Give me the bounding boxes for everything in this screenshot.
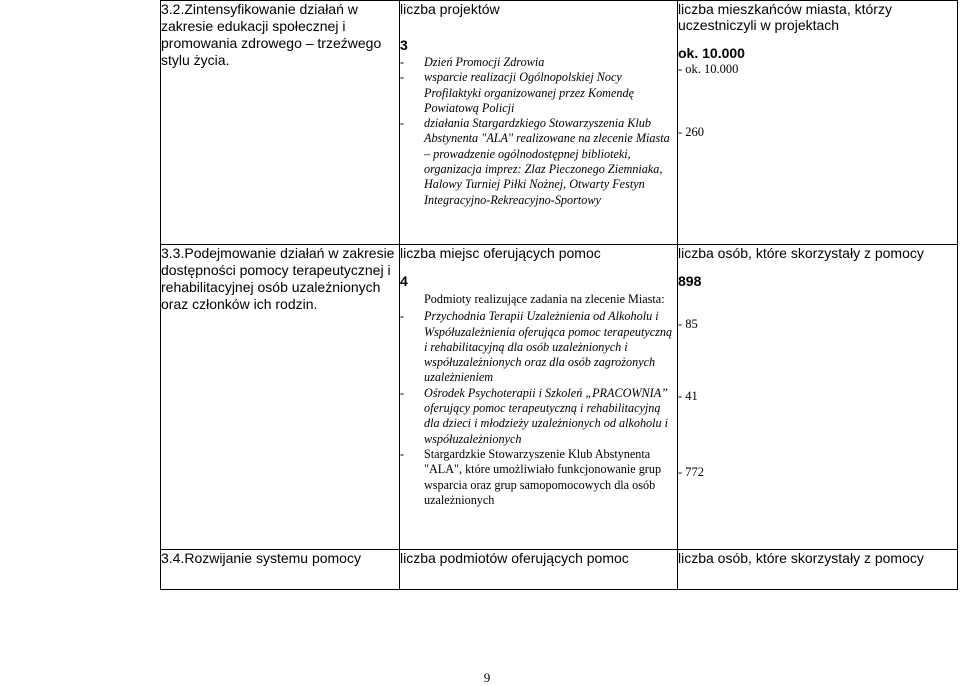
result-count: ok. 10.000	[678, 45, 745, 61]
task-cell	[161, 550, 400, 590]
result-value: - 772	[678, 465, 705, 479]
task-title: 3.3.Podejmowanie działań w zakresie dostępności pomocy terapeutycznej i rehabilitacyjnej osób uzależnionych oraz członków ich rodzin.	[161, 245, 395, 312]
intro-text: Podmioty realizujące zadania na zlecenie Miasta:	[424, 292, 665, 306]
task-cell	[161, 245, 400, 550]
result-header: liczba osób, które skorzystały z pomocy	[678, 550, 924, 566]
list-item: - działania Stargardzkiego Stowarzyszenia Klub Abstynenta "ALA" realizowane na zlecenie Miasta – prowadzenie ogólnodostępnej biblioteki, organizacja imprez: Zlaz Pieczonego Ziemniaka, Halowy Turniej Piłki Nożnej, Otwarty Festyn Integracyjno-Rekreacyjno-Sportowy	[400, 116, 670, 207]
list-item: - Stargardzkie Stowarzyszenie Klub Abstynenta "ALA", które umożliwiało funkcjonowanie grup wsparcia oraz grup samopomocowych dla osób uzależnionych	[400, 446, 662, 507]
result-cell	[678, 1, 958, 245]
indicator-count: 4	[400, 273, 408, 289]
indicator-count: 3	[400, 37, 408, 53]
task-title: 3.2.Zintensyfikowanie działań w zakresie edukacji społecznej i promowania zdrowego – trzeźwego stylu życia.	[161, 1, 382, 68]
task-cell	[161, 1, 400, 245]
result-cell	[678, 245, 958, 550]
page-number: 9	[483, 670, 491, 685]
result-count: 898	[678, 273, 702, 289]
indicator-header: liczba miejsc oferujących pomoc	[400, 245, 601, 261]
indicator-cell	[400, 1, 678, 245]
indicator-header: liczba projektów	[400, 1, 500, 17]
indicator-header: liczba podmiotów oferujących pomoc	[400, 550, 629, 566]
table-row	[161, 1, 958, 245]
indicator-cell	[400, 550, 678, 590]
list-item: - Ośrodek Psychoterapii i Szkoleń „PRACOWNIA” oferujący pomoc terapeutyczną i rehabilitacyjną dla dzieci i młodzieży uzależnionych od alkoholu i współuzależnionych	[400, 385, 669, 446]
result-cell	[678, 550, 958, 590]
result-value: - 260	[678, 125, 705, 139]
result-value: - ok. 10.000	[678, 62, 739, 76]
task-title: 3.4.Rozwijanie systemu pomocy	[161, 550, 361, 566]
list-item: - Przychodnia Terapii Uzależnienia od Alkoholu i Współuzależnienia oferująca pomoc terapeutyczną i rehabilitacyjną dla osób uzależnionych i współuzależnionych oraz dla osób zagrożonych uzależnieniem	[400, 309, 673, 385]
result-header: liczba mieszkańców miasta, którzy uczestniczyli w projektach	[678, 1, 892, 33]
table-row	[161, 245, 958, 550]
table-row	[161, 550, 958, 590]
list-item: - wsparcie realizacji Ogólnopolskiej Nocy Profilaktyki organizowanej przez Komendę Powiatową Policji	[400, 70, 634, 115]
result-header: liczba osób, które skorzystały z pomocy	[678, 245, 924, 261]
result-value: - 85	[678, 317, 698, 331]
program-table	[160, 0, 958, 590]
list-item: - Dzień Promocji Zdrowia	[400, 55, 545, 69]
indicator-cell	[400, 245, 678, 550]
result-value: - 41	[678, 389, 698, 403]
